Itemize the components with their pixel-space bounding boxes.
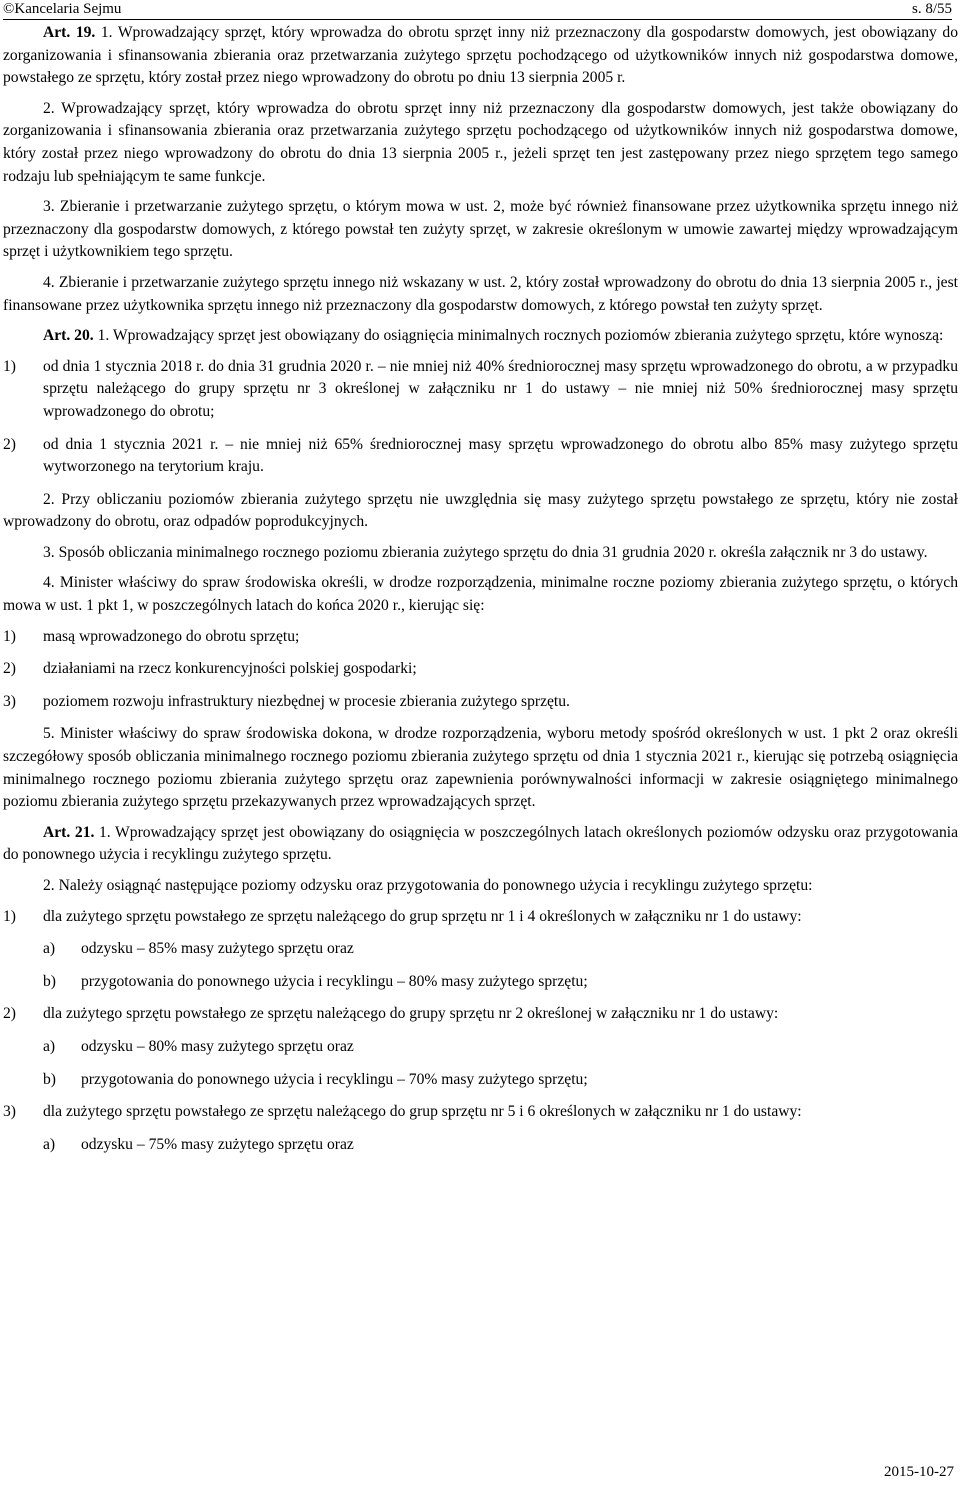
list-item-text: poziomem rozwoju infrastruktury niezbędnej w procesie zbierania zużytego sprzętu. <box>43 692 570 710</box>
list-item-text: działaniami na rzecz konkurencyjności polskiej gospodarki; <box>43 660 417 678</box>
document-body <box>3 22 958 1166</box>
sub-list-item <box>3 1134 958 1157</box>
list-item-number: a) <box>43 1037 56 1055</box>
paragraph-text: 1. Wprowadzający sprzęt jest obowiązany do osiągnięcia minimalnych rocznych poziomów zbierania zużytego sprzętu, które wynoszą: <box>93 327 944 345</box>
list-item-number: 2) <box>3 435 16 453</box>
list-item-text: od dnia 1 stycznia 2018 r. do dnia 31 grudnia 2020 r. – nie mniej niż 40% średniorocznej masy sprzętu wprowadzonego do obrotu, a w przypadku sprzętu należącego do grupy sprzętu nr 3 określonej w załączniku nr 1 do ustawy – nie mniej niż 50% średniorocznej masy sprzętu wprowadzonego do obrotu; <box>43 357 958 420</box>
header-divider <box>3 19 952 20</box>
list-item <box>3 434 958 479</box>
paragraph-text: 2. Przy obliczaniu poziomów zbierania zużytego sprzętu nie uwzględnia się masy zużytego sprzętu powstałego ze sprzętu, który nie został wprowadzony do obrotu, oraz odpadów poprodukcyjnych. <box>3 490 958 531</box>
paragraph-text: 1. Wprowadzający sprzęt, który wprowadza do obrotu sprzęt inny niż przeznaczony dla gospodarstw domowych, jest obowiązany do zorganizowania i sfinansowania zbierania oraz przetwarzania zużytego sprzętu pochodzącego od użytkowników innych niż gospodarstwa domowe, powstałego ze sprzętu, który został przez niego wprowadzony do obrotu po dniu 13 sierpnia 2005 r. <box>3 24 958 87</box>
list-item-number: b) <box>43 1070 56 1088</box>
list-item-text: przygotowania do ponownego użycia i recyklingu – 80% masy zużytego sprzętu; <box>81 972 588 990</box>
paragraph-text: 4. Minister właściwy do spraw środowiska określi, w drodze rozporządzenia, minimalne roczne poziomy zbierania zużytego sprzętu, o których mowa w ust. 1 pkt 1, w poszczególnych latach do końca 2020 r., kierując się: <box>3 574 958 615</box>
paragraph <box>3 875 958 898</box>
paragraph-text: 3. Sposób obliczania minimalnego rocznego poziomu zbierania zużytego sprzętu do dnia 31 grudnia 2020 r. określa załącznik nr 3 do ustawy. <box>43 543 928 561</box>
list-item <box>3 356 958 424</box>
paragraph <box>3 723 958 813</box>
list-item-text: dla zużytego sprzętu powstałego ze sprzętu należącego do grup sprzętu nr 5 i 6 określonych w załączniku nr 1 do ustawy: <box>43 1103 802 1121</box>
sub-list-item <box>3 1069 958 1092</box>
paragraph-text: 1. Wprowadzający sprzęt jest obowiązany do osiągnięcia w poszczególnych latach określonych poziomów odzysku oraz przygotowania do ponownego użycia i recyklingu zużytego sprzętu. <box>3 823 958 864</box>
list-item <box>3 658 958 681</box>
list-item-text: dla zużytego sprzętu powstałego ze sprzętu należącego do grupy sprzętu nr 2 określonej w załączniku nr 1 do ustawy: <box>43 1005 779 1023</box>
paragraph-text: 2. Należy osiągnąć następujące poziomy odzysku oraz przygotowania do ponownego użycia i recyklingu zużytego sprzętu: <box>43 877 813 894</box>
paragraph-text: 4. Zbieranie i przetwarzanie zużytego sprzętu innego niż wskazany w ust. 2, który został wprowadzony do obrotu do dnia 13 sierpnia 2005 r., jest finansowane przez użytkownika sprzętu innego niż przeznaczony dla gospodarstw domowych, z którego powstał ten zużyty sprzęt. <box>3 273 958 314</box>
paragraph <box>3 822 958 867</box>
list-item-text: dla zużytego sprzętu powstałego ze sprzętu należącego do grup sprzętu nr 1 i 4 określonych w załączniku nr 1 do ustawy: <box>43 907 802 925</box>
list-item-number: a) <box>43 940 56 958</box>
list-item-text: od dnia 1 stycznia 2021 r. – nie mniej niż 65% średniorocznej masy sprzętu wprowadzonego do obrotu albo 85% masy zużytego sprzętu wytworzonego na terytorium kraju. <box>43 435 958 476</box>
article-number: Art. 19. <box>43 24 96 41</box>
list-item <box>3 1003 958 1026</box>
sub-list-item <box>3 938 958 961</box>
list-item-text: odzysku – 85% masy zużytego sprzętu oraz <box>81 940 354 958</box>
paragraph-text: 5. Minister właściwy do spraw środowiska dokona, w drodze rozporządzenia, wyboru metody spośród określonych w ust. 1 pkt 2 oraz określi szczegółowy sposób obliczania minimalnego rocznego poziomu zbierania zużytego sprzętu od dnia 1 stycznia 2021 r., kierując się potrzebą osiągnięcia minimalnego rocznego poziomu zbierania zużytego sprzętu oraz zapewnienia porównywalności informacji w zakresie osiągniętego minimalnego poziomu zbierania zużytego sprzętu przekazywanych przez wprowadzających sprzęt. <box>3 725 958 811</box>
paragraph <box>3 489 958 534</box>
list-item-number: a) <box>43 1135 56 1153</box>
paragraph-text: 3. Zbieranie i przetwarzanie zużytego sprzętu, o którym mowa w ust. 2, może być również finansowane przez użytkownika sprzętu innego niż przeznaczony dla gospodarstw domowych, z którego powstał ten zużyty sprzęt, w zakresie określonym w umowie zawartej między wprowadzającym sprzęt i użytkownikiem tego sprzętu. <box>3 198 958 261</box>
paragraph <box>3 98 958 188</box>
list-item-text: przygotowania do ponownego użycia i recyklingu – 70% masy zużytego sprzętu; <box>81 1070 588 1088</box>
paragraph <box>3 196 958 264</box>
list-item <box>3 691 958 714</box>
list-item-text: odzysku – 75% masy zużytego sprzętu oraz <box>81 1135 354 1153</box>
article-number: Art. 21. <box>43 823 95 841</box>
list-item-number: b) <box>43 972 56 990</box>
list-item <box>3 906 958 929</box>
paragraph <box>3 542 958 565</box>
list-item-number: 3) <box>3 692 16 710</box>
list-item-number: 2) <box>3 1005 16 1023</box>
footer-date: 2015-10-27 <box>884 1464 954 1480</box>
list-item-number: 1) <box>3 357 16 375</box>
paragraph <box>3 272 958 317</box>
article-number: Art. 20. <box>43 327 94 345</box>
paragraph <box>3 572 958 617</box>
list-item-number: 1) <box>3 907 16 925</box>
paragraph-text: 2. Wprowadzający sprzęt, który wprowadza do obrotu sprzęt inny niż przeznaczony dla gospodarstw domowych, jest także obowiązany do zorganizowania i sfinansowania zbierania oraz przetwarzania zużytego sprzętu pochodzącego od użytkowników innych niż gospodarstwa domowe, który został przez niego wprowadzony do obrotu do dnia 13 sierpnia 2005 r., jeżeli sprzęt ten jest zastępowany przez niego sprzętem tego samego rodzaju lub spełniającym te same funkcje. <box>3 99 958 185</box>
paragraph <box>3 325 958 348</box>
paragraph <box>3 22 958 90</box>
list-item <box>3 626 958 649</box>
list-item-number: 1) <box>3 627 16 645</box>
header-source: ©Kancelaria Sejmu <box>3 1 122 17</box>
list-item-number: 3) <box>3 1103 16 1121</box>
list-item <box>3 1101 958 1124</box>
page-header <box>3 0 952 18</box>
list-item-text: masą wprowadzonego do obrotu sprzętu; <box>43 627 300 645</box>
header-page-number: s. 8/55 <box>911 1 952 17</box>
sub-list-item <box>3 1036 958 1059</box>
list-item-text: odzysku – 80% masy zużytego sprzętu oraz <box>81 1037 354 1055</box>
sub-list-item <box>3 971 958 994</box>
list-item-number: 2) <box>3 660 16 678</box>
